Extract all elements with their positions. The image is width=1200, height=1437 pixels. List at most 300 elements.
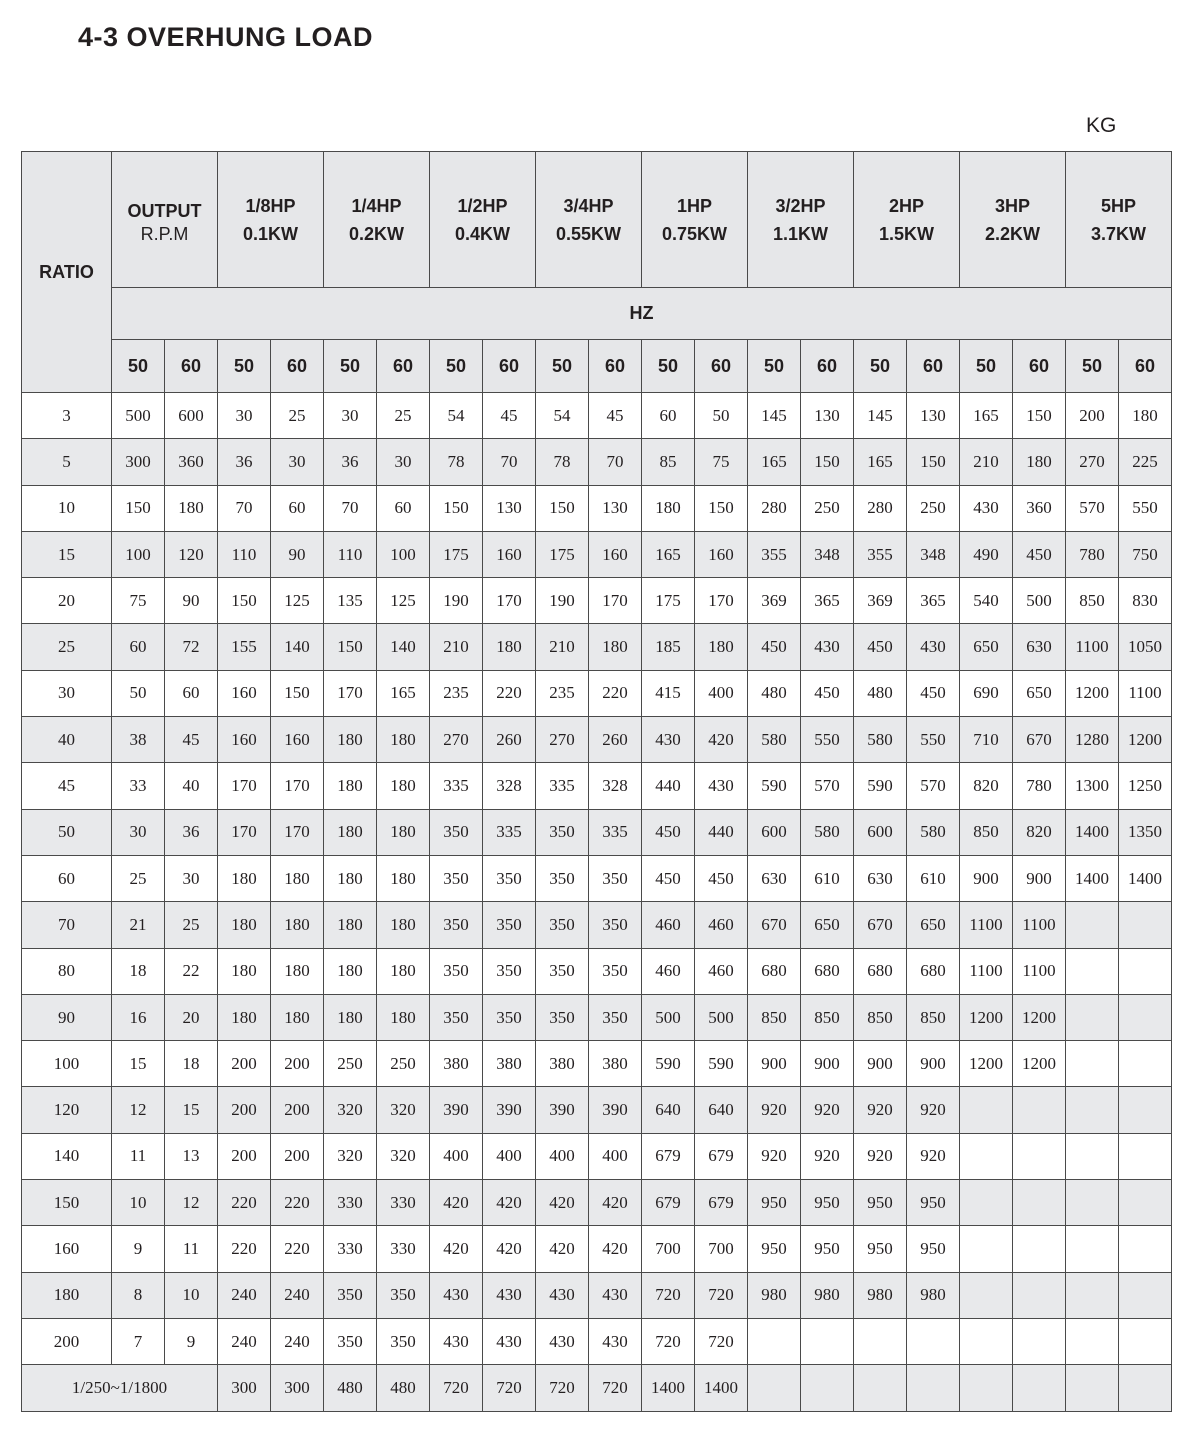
value-cell (854, 1318, 907, 1364)
ratio-cell: 50 (22, 809, 112, 855)
value-cell: 165 (854, 439, 907, 485)
value-cell: 430 (536, 1272, 589, 1318)
value-cell: 590 (695, 1041, 748, 1087)
value-cell (1066, 948, 1119, 994)
value-cell: 450 (642, 855, 695, 901)
hz-value-header: 50 (218, 340, 271, 393)
ratio-cell: 70 (22, 902, 112, 948)
value-cell: 400 (430, 1133, 483, 1179)
value-cell: 220 (483, 670, 536, 716)
value-cell: 920 (748, 1133, 801, 1179)
value-cell: 1200 (960, 1041, 1013, 1087)
value-cell: 170 (218, 763, 271, 809)
value-cell: 540 (960, 578, 1013, 624)
value-cell: 390 (536, 1087, 589, 1133)
value-cell: 220 (271, 1226, 324, 1272)
table-row (22, 1041, 1172, 1087)
value-cell: 70 (218, 485, 271, 531)
value-cell: 460 (642, 948, 695, 994)
value-cell: 165 (960, 393, 1013, 439)
value-cell: 415 (642, 670, 695, 716)
value-cell: 25 (377, 393, 430, 439)
table-row (22, 717, 1172, 763)
value-cell: 950 (801, 1180, 854, 1226)
value-cell: 60 (642, 393, 695, 439)
value-cell: 150 (271, 670, 324, 716)
table-row (22, 531, 1172, 577)
value-cell: 180 (483, 624, 536, 670)
value-cell: 850 (748, 994, 801, 1040)
value-cell: 430 (483, 1272, 536, 1318)
value-cell: 500 (642, 994, 695, 1040)
value-cell: 1400 (1066, 809, 1119, 855)
value-cell: 690 (960, 670, 1013, 716)
value-cell: 430 (589, 1318, 642, 1364)
value-cell: 110 (324, 531, 377, 577)
value-cell: 480 (748, 670, 801, 716)
value-cell: 720 (642, 1318, 695, 1364)
value-cell: 328 (589, 763, 642, 809)
value-cell: 130 (483, 485, 536, 531)
value-cell: 30 (165, 855, 218, 901)
value-cell: 850 (907, 994, 960, 1040)
value-cell: 90 (271, 531, 324, 577)
value-cell: 170 (589, 578, 642, 624)
table-row (22, 1087, 1172, 1133)
value-cell: 365 (801, 578, 854, 624)
value-cell: 850 (854, 994, 907, 1040)
value-cell: 220 (589, 670, 642, 716)
value-cell: 20 (165, 994, 218, 1040)
value-cell (1013, 1087, 1066, 1133)
table-row (22, 1180, 1172, 1226)
value-cell: 550 (801, 717, 854, 763)
table-row (22, 994, 1172, 1040)
value-cell: 150 (218, 578, 271, 624)
value-cell: 920 (801, 1133, 854, 1179)
value-cell: 630 (1013, 624, 1066, 670)
output-rpm-header (112, 152, 218, 288)
value-cell: 900 (748, 1041, 801, 1087)
value-cell: 348 (801, 531, 854, 577)
value-cell: 590 (642, 1041, 695, 1087)
value-cell: 100 (112, 531, 165, 577)
ratio-cell: 25 (22, 624, 112, 670)
value-cell: 480 (377, 1365, 430, 1411)
value-cell (1013, 1133, 1066, 1179)
value-cell: 200 (218, 1087, 271, 1133)
value-cell: 420 (483, 1226, 536, 1272)
value-cell (1013, 1180, 1066, 1226)
table-row (22, 763, 1172, 809)
hz-value-header: 60 (1119, 340, 1172, 393)
motor-header: 3/2HP 1.1KW (748, 152, 854, 288)
hz-value-header: 50 (960, 340, 1013, 393)
value-cell: 180 (218, 902, 271, 948)
value-cell: 680 (854, 948, 907, 994)
value-cell: 460 (642, 902, 695, 948)
value-cell: 600 (854, 809, 907, 855)
value-cell: 570 (907, 763, 960, 809)
table-row (22, 1318, 1172, 1364)
value-cell: 350 (536, 855, 589, 901)
hz-value-header: 60 (801, 340, 854, 393)
value-cell: 320 (324, 1133, 377, 1179)
value-cell: 12 (112, 1087, 165, 1133)
motor-header: 1/8HP 0.1KW (218, 152, 324, 288)
value-cell: 9 (165, 1318, 218, 1364)
value-cell: 60 (165, 670, 218, 716)
value-cell: 180 (377, 994, 430, 1040)
page-title: 4-3 OVERHUNG LOAD (78, 22, 374, 52)
value-cell: 145 (748, 393, 801, 439)
value-cell: 360 (165, 439, 218, 485)
unit-label: KG (1086, 114, 1117, 137)
motor-header: 1/4HP 0.2KW (324, 152, 430, 288)
value-cell: 190 (430, 578, 483, 624)
table-row (22, 485, 1172, 531)
value-cell: 11 (165, 1226, 218, 1272)
value-cell: 78 (536, 439, 589, 485)
table-row (22, 670, 1172, 716)
value-cell: 430 (483, 1318, 536, 1364)
value-cell: 460 (695, 902, 748, 948)
value-cell: 490 (960, 531, 1013, 577)
value-cell: 165 (377, 670, 430, 716)
value-cell: 500 (1013, 578, 1066, 624)
value-cell: 180 (324, 948, 377, 994)
value-cell: 30 (218, 393, 271, 439)
value-cell: 420 (430, 1180, 483, 1226)
value-cell: 150 (1013, 393, 1066, 439)
value-cell: 950 (854, 1180, 907, 1226)
ratio-cell: 150 (22, 1180, 112, 1226)
value-cell: 350 (589, 855, 642, 901)
value-cell: 1300 (1066, 763, 1119, 809)
value-cell: 270 (536, 717, 589, 763)
value-cell: 900 (907, 1041, 960, 1087)
value-cell: 25 (271, 393, 324, 439)
value-cell: 170 (271, 809, 324, 855)
value-cell: 440 (695, 809, 748, 855)
value-cell: 550 (1119, 485, 1172, 531)
hz-value-header: 60 (589, 340, 642, 393)
value-cell: 570 (1066, 485, 1119, 531)
value-cell: 360 (1013, 485, 1066, 531)
value-cell: 200 (218, 1041, 271, 1087)
value-cell: 950 (854, 1226, 907, 1272)
value-cell: 180 (271, 855, 324, 901)
value-cell: 75 (695, 439, 748, 485)
value-cell: 160 (218, 670, 271, 716)
header-row-motors (22, 152, 1172, 288)
value-cell: 235 (430, 670, 483, 716)
value-cell: 1100 (1013, 902, 1066, 948)
value-cell: 160 (271, 717, 324, 763)
value-cell: 420 (536, 1226, 589, 1272)
motor-header: 1HP 0.75KW (642, 152, 748, 288)
value-cell: 830 (1119, 578, 1172, 624)
ratio-header: RATIO (22, 152, 112, 393)
value-cell: 50 (112, 670, 165, 716)
value-cell: 15 (112, 1041, 165, 1087)
value-cell: 380 (536, 1041, 589, 1087)
table-body (22, 393, 1172, 1412)
value-cell: 250 (377, 1041, 430, 1087)
value-cell: 200 (218, 1133, 271, 1179)
hz-value-header: 60 (907, 340, 960, 393)
value-cell (1066, 1318, 1119, 1364)
value-cell: 350 (536, 902, 589, 948)
value-cell: 400 (483, 1133, 536, 1179)
value-cell (748, 1318, 801, 1364)
value-cell: 950 (748, 1180, 801, 1226)
value-cell: 170 (483, 578, 536, 624)
value-cell: 350 (430, 809, 483, 855)
value-cell: 165 (642, 531, 695, 577)
value-cell: 170 (324, 670, 377, 716)
value-cell: 330 (377, 1180, 430, 1226)
value-cell: 165 (748, 439, 801, 485)
value-cell: 700 (695, 1226, 748, 1272)
value-cell: 355 (748, 531, 801, 577)
value-cell: 920 (748, 1087, 801, 1133)
value-cell (1119, 1180, 1172, 1226)
value-cell: 200 (271, 1041, 324, 1087)
value-cell: 150 (695, 485, 748, 531)
value-cell: 610 (907, 855, 960, 901)
hz-value-header: 50 (748, 340, 801, 393)
value-cell: 400 (695, 670, 748, 716)
value-cell (1119, 902, 1172, 948)
value-cell: 33 (112, 763, 165, 809)
value-cell: 720 (430, 1365, 483, 1411)
value-cell (1013, 1365, 1066, 1411)
value-cell: 75 (112, 578, 165, 624)
ratio-cell: 20 (22, 578, 112, 624)
value-cell: 270 (1066, 439, 1119, 485)
value-cell: 328 (483, 763, 536, 809)
value-cell: 950 (907, 1180, 960, 1226)
motor-header: 1/2HP 0.4KW (430, 152, 536, 288)
value-cell: 180 (271, 902, 324, 948)
value-cell: 280 (854, 485, 907, 531)
value-cell: 390 (430, 1087, 483, 1133)
ratio-cell: 90 (22, 994, 112, 1040)
value-cell: 125 (377, 578, 430, 624)
hz-header: HZ (112, 288, 1172, 340)
motor-header: 5HP 3.7KW (1066, 152, 1172, 288)
value-cell: 330 (377, 1226, 430, 1272)
value-cell: 225 (1119, 439, 1172, 485)
value-cell: 920 (907, 1087, 960, 1133)
value-cell (960, 1365, 1013, 1411)
hz-value-header: 50 (324, 340, 377, 393)
value-cell: 38 (112, 717, 165, 763)
value-cell: 500 (695, 994, 748, 1040)
value-cell: 180 (218, 855, 271, 901)
hz-value-header: 60 (271, 340, 324, 393)
value-cell: 350 (536, 994, 589, 1040)
ratio-cell: 40 (22, 717, 112, 763)
value-cell: 54 (536, 393, 589, 439)
value-cell: 9 (112, 1226, 165, 1272)
value-cell: 350 (483, 855, 536, 901)
value-cell: 630 (854, 855, 907, 901)
value-cell: 390 (483, 1087, 536, 1133)
hz-value-header: 50 (854, 340, 907, 393)
value-cell: 125 (271, 578, 324, 624)
value-cell (748, 1365, 801, 1411)
value-cell: 280 (748, 485, 801, 531)
value-cell: 130 (907, 393, 960, 439)
value-cell: 570 (801, 763, 854, 809)
value-cell: 170 (218, 809, 271, 855)
value-cell: 900 (801, 1041, 854, 1087)
value-cell: 350 (430, 902, 483, 948)
value-cell: 10 (112, 1180, 165, 1226)
value-cell: 240 (218, 1272, 271, 1318)
value-cell: 12 (165, 1180, 218, 1226)
value-cell: 45 (165, 717, 218, 763)
value-cell: 25 (165, 902, 218, 948)
value-cell: 155 (218, 624, 271, 670)
value-cell (1013, 1318, 1066, 1364)
value-cell: 180 (271, 994, 324, 1040)
table-row (22, 855, 1172, 901)
value-cell: 335 (430, 763, 483, 809)
value-cell: 1200 (1013, 1041, 1066, 1087)
value-cell: 650 (1013, 670, 1066, 716)
value-cell: 450 (801, 670, 854, 716)
value-cell: 1100 (960, 948, 1013, 994)
value-cell: 550 (907, 717, 960, 763)
value-cell (960, 1272, 1013, 1318)
table-row (22, 1133, 1172, 1179)
value-cell: 1100 (1066, 624, 1119, 670)
value-cell: 70 (589, 439, 642, 485)
value-cell: 235 (536, 670, 589, 716)
value-cell: 1100 (1013, 948, 1066, 994)
value-cell: 700 (642, 1226, 695, 1272)
value-cell: 1100 (960, 902, 1013, 948)
value-cell: 720 (695, 1318, 748, 1364)
value-cell: 220 (218, 1180, 271, 1226)
value-cell: 16 (112, 994, 165, 1040)
value-cell (960, 1226, 1013, 1272)
value-cell: 36 (165, 809, 218, 855)
value-cell (1066, 994, 1119, 1040)
value-cell (1066, 1272, 1119, 1318)
value-cell: 120 (165, 531, 218, 577)
value-cell: 45 (589, 393, 642, 439)
value-cell: 200 (271, 1087, 324, 1133)
value-cell: 70 (324, 485, 377, 531)
value-cell (907, 1318, 960, 1364)
value-cell: 850 (960, 809, 1013, 855)
value-cell: 180 (377, 809, 430, 855)
value-cell: 1250 (1119, 763, 1172, 809)
value-cell: 590 (854, 763, 907, 809)
value-cell: 1350 (1119, 809, 1172, 855)
value-cell: 180 (1013, 439, 1066, 485)
value-cell: 1400 (1066, 855, 1119, 901)
value-cell: 630 (748, 855, 801, 901)
value-cell: 670 (1013, 717, 1066, 763)
ratio-cell: 60 (22, 855, 112, 901)
table-row (22, 809, 1172, 855)
value-cell: 90 (165, 578, 218, 624)
value-cell: 180 (589, 624, 642, 670)
value-cell: 1200 (1119, 717, 1172, 763)
table-row-footer (22, 1365, 1172, 1411)
value-cell: 780 (1066, 531, 1119, 577)
value-cell: 350 (324, 1272, 377, 1318)
header-row-hz-values (22, 340, 1172, 393)
value-cell: 200 (1066, 393, 1119, 439)
hz-value-header: 50 (430, 340, 483, 393)
value-cell: 390 (589, 1087, 642, 1133)
hz-value-header: 50 (642, 340, 695, 393)
value-cell: 350 (324, 1318, 377, 1364)
value-cell: 900 (854, 1041, 907, 1087)
value-cell: 60 (377, 485, 430, 531)
value-cell: 220 (271, 1180, 324, 1226)
value-cell: 180 (324, 809, 377, 855)
ratio-cell: 30 (22, 670, 112, 716)
value-cell: 365 (907, 578, 960, 624)
value-cell: 350 (483, 902, 536, 948)
value-cell: 1280 (1066, 717, 1119, 763)
value-cell: 670 (748, 902, 801, 948)
value-cell (1013, 1272, 1066, 1318)
value-cell: 450 (642, 809, 695, 855)
value-cell: 175 (536, 531, 589, 577)
value-cell: 180 (324, 717, 377, 763)
value-cell: 600 (165, 393, 218, 439)
value-cell: 380 (589, 1041, 642, 1087)
value-cell: 100 (377, 531, 430, 577)
value-cell: 18 (165, 1041, 218, 1087)
value-cell: 180 (218, 948, 271, 994)
value-cell (1066, 1180, 1119, 1226)
ratio-cell: 200 (22, 1318, 112, 1364)
value-cell: 180 (642, 485, 695, 531)
value-cell: 135 (324, 578, 377, 624)
overhung-load-table (21, 151, 1172, 1412)
value-cell: 180 (324, 902, 377, 948)
motor-header: 3/4HP 0.55KW (536, 152, 642, 288)
value-cell: 980 (748, 1272, 801, 1318)
value-cell: 650 (801, 902, 854, 948)
value-cell: 210 (430, 624, 483, 670)
table-row (22, 578, 1172, 624)
value-cell: 350 (430, 948, 483, 994)
value-cell: 13 (165, 1133, 218, 1179)
value-cell: 720 (536, 1365, 589, 1411)
value-cell: 980 (907, 1272, 960, 1318)
value-cell: 300 (271, 1365, 324, 1411)
value-cell: 170 (695, 578, 748, 624)
ratio-cell: 140 (22, 1133, 112, 1179)
value-cell: 240 (218, 1318, 271, 1364)
hz-value-header: 60 (695, 340, 748, 393)
value-cell (960, 1133, 1013, 1179)
value-cell: 450 (748, 624, 801, 670)
value-cell: 430 (430, 1318, 483, 1364)
value-cell: 85 (642, 439, 695, 485)
value-cell: 240 (271, 1272, 324, 1318)
